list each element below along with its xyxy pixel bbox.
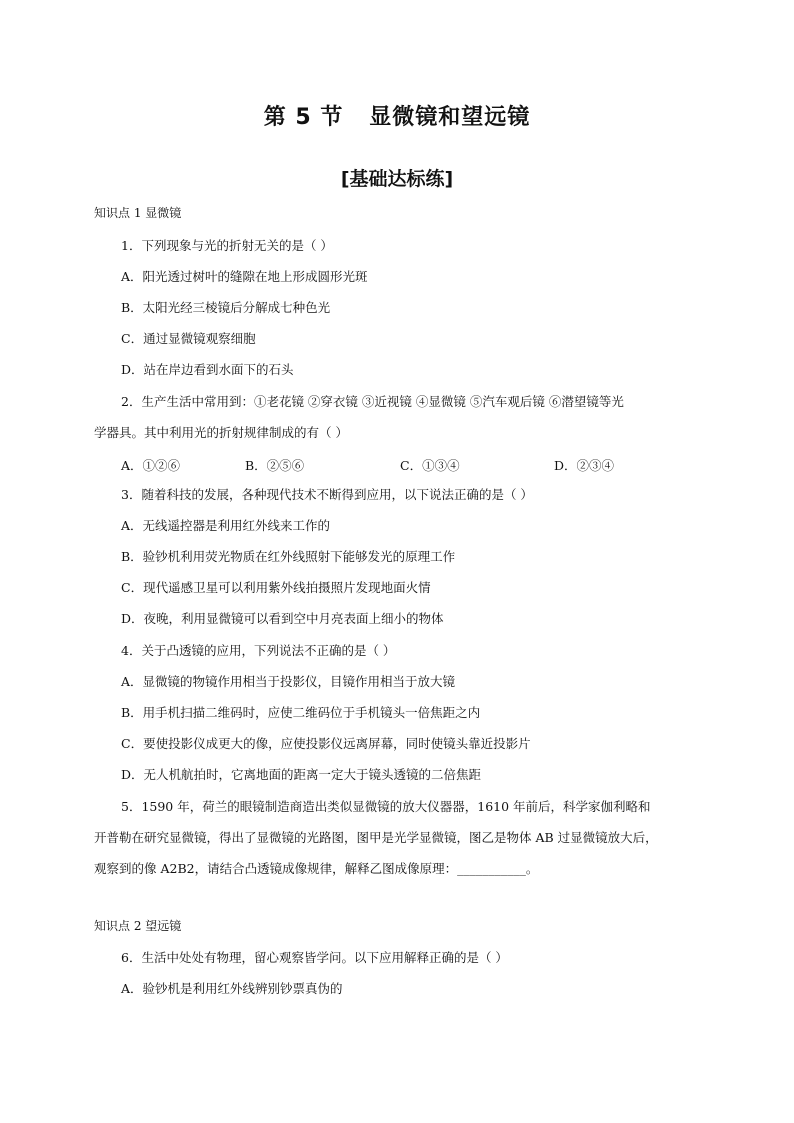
question-6-option-a: A．验钞机是利用红外线辨别钞票真伪的 xyxy=(121,981,343,996)
question-2-option-b: B．②⑤⑥ xyxy=(245,458,305,473)
question-3-stem: 3．随着科技的发展，各种现代技术不断得到应用，以下说法正确的是（ ） xyxy=(121,487,533,502)
question-2-stem-line2: 学器具。其中利用光的折射规律制成的有（ ） xyxy=(94,425,348,440)
question-1-stem: 1．下列现象与光的折射无关的是（ ） xyxy=(121,238,333,253)
question-3-option-a: A．无线遥控器是利用红外线来工作的 xyxy=(121,518,331,533)
question-2-option-d: D．②③④ xyxy=(554,458,615,473)
question-2-option-c: C．①③④ xyxy=(400,458,460,473)
question-4-stem: 4．关于凸透镜的应用，下列说法不正确的是（ ） xyxy=(121,643,396,658)
question-4-option-d: D．无人机航拍时，它离地面的距离一定大于镜头透镜的二倍焦距 xyxy=(121,767,482,782)
question-2-stem-line1: 2．生产生活中常用到：①老花镜 ②穿衣镜 ③近视镜 ④显微镜 ⑤汽车观后镜 ⑥潜望镜等光 xyxy=(121,394,624,409)
knowledge-point-2: 知识点 2 望远镜 xyxy=(94,919,182,933)
section-subtitle: [基础达标练] xyxy=(340,168,454,190)
question-2-option-a: A．①②⑥ xyxy=(121,458,181,473)
question-4-option-a: A．显微镜的物镜作用相当于投影仪，目镜作用相当于放大镜 xyxy=(121,674,456,689)
question-1-option-a: A．阳光透过树叶的缝隙在地上形成圆形光斑 xyxy=(121,269,368,284)
question-6-stem: 6．生活中处处有物理，留心观察皆学问。以下应用解释正确的是（ ） xyxy=(121,950,508,965)
question-3-option-c: C．现代遥感卫星可以利用紫外线拍摄照片发现地面火情 xyxy=(121,580,431,595)
question-4-option-b: B．用手机扫描二维码时，应使二维码位于手机镜头一倍焦距之内 xyxy=(121,705,481,720)
question-5-line3: 观察到的像 A2B2，请结合凸透镜成像规律，解释乙图成像原理：___________。 xyxy=(94,861,539,876)
question-5-line1: 5．1590 年，荷兰的眼镜制造商造出类似显微镜的放大仪器器，1610 年前后，科学家伽利略和 xyxy=(121,799,651,814)
question-1-option-c: C．通过显微镜观察细胞 xyxy=(121,331,256,346)
question-3-option-b: B．验钞机利用荧光物质在红外线照射下能够发光的原理工作 xyxy=(121,549,456,564)
question-1-option-d: D．站在岸边看到水面下的石头 xyxy=(121,362,294,377)
page-title: 第 5 节 显微镜和望远镜 xyxy=(263,105,531,130)
question-4-option-c: C．要使投影仪成更大的像，应使投影仪远离屏幕，同时使镜头靠近投影片 xyxy=(121,736,531,751)
question-1-option-b: B．太阳光经三棱镜后分解成七种色光 xyxy=(121,300,331,315)
question-2-options xyxy=(121,456,681,472)
knowledge-point-1: 知识点 1 显微镜 xyxy=(94,206,182,220)
question-5-line2: 开普勒在研究显微镜，得出了显微镜的光路图，图甲是光学显微镜，图乙是物体 AB 过显微镜放大后， xyxy=(94,830,658,845)
question-3-option-d: D．夜晚，利用显微镜可以看到空中月亮表面上细小的物体 xyxy=(121,611,444,626)
